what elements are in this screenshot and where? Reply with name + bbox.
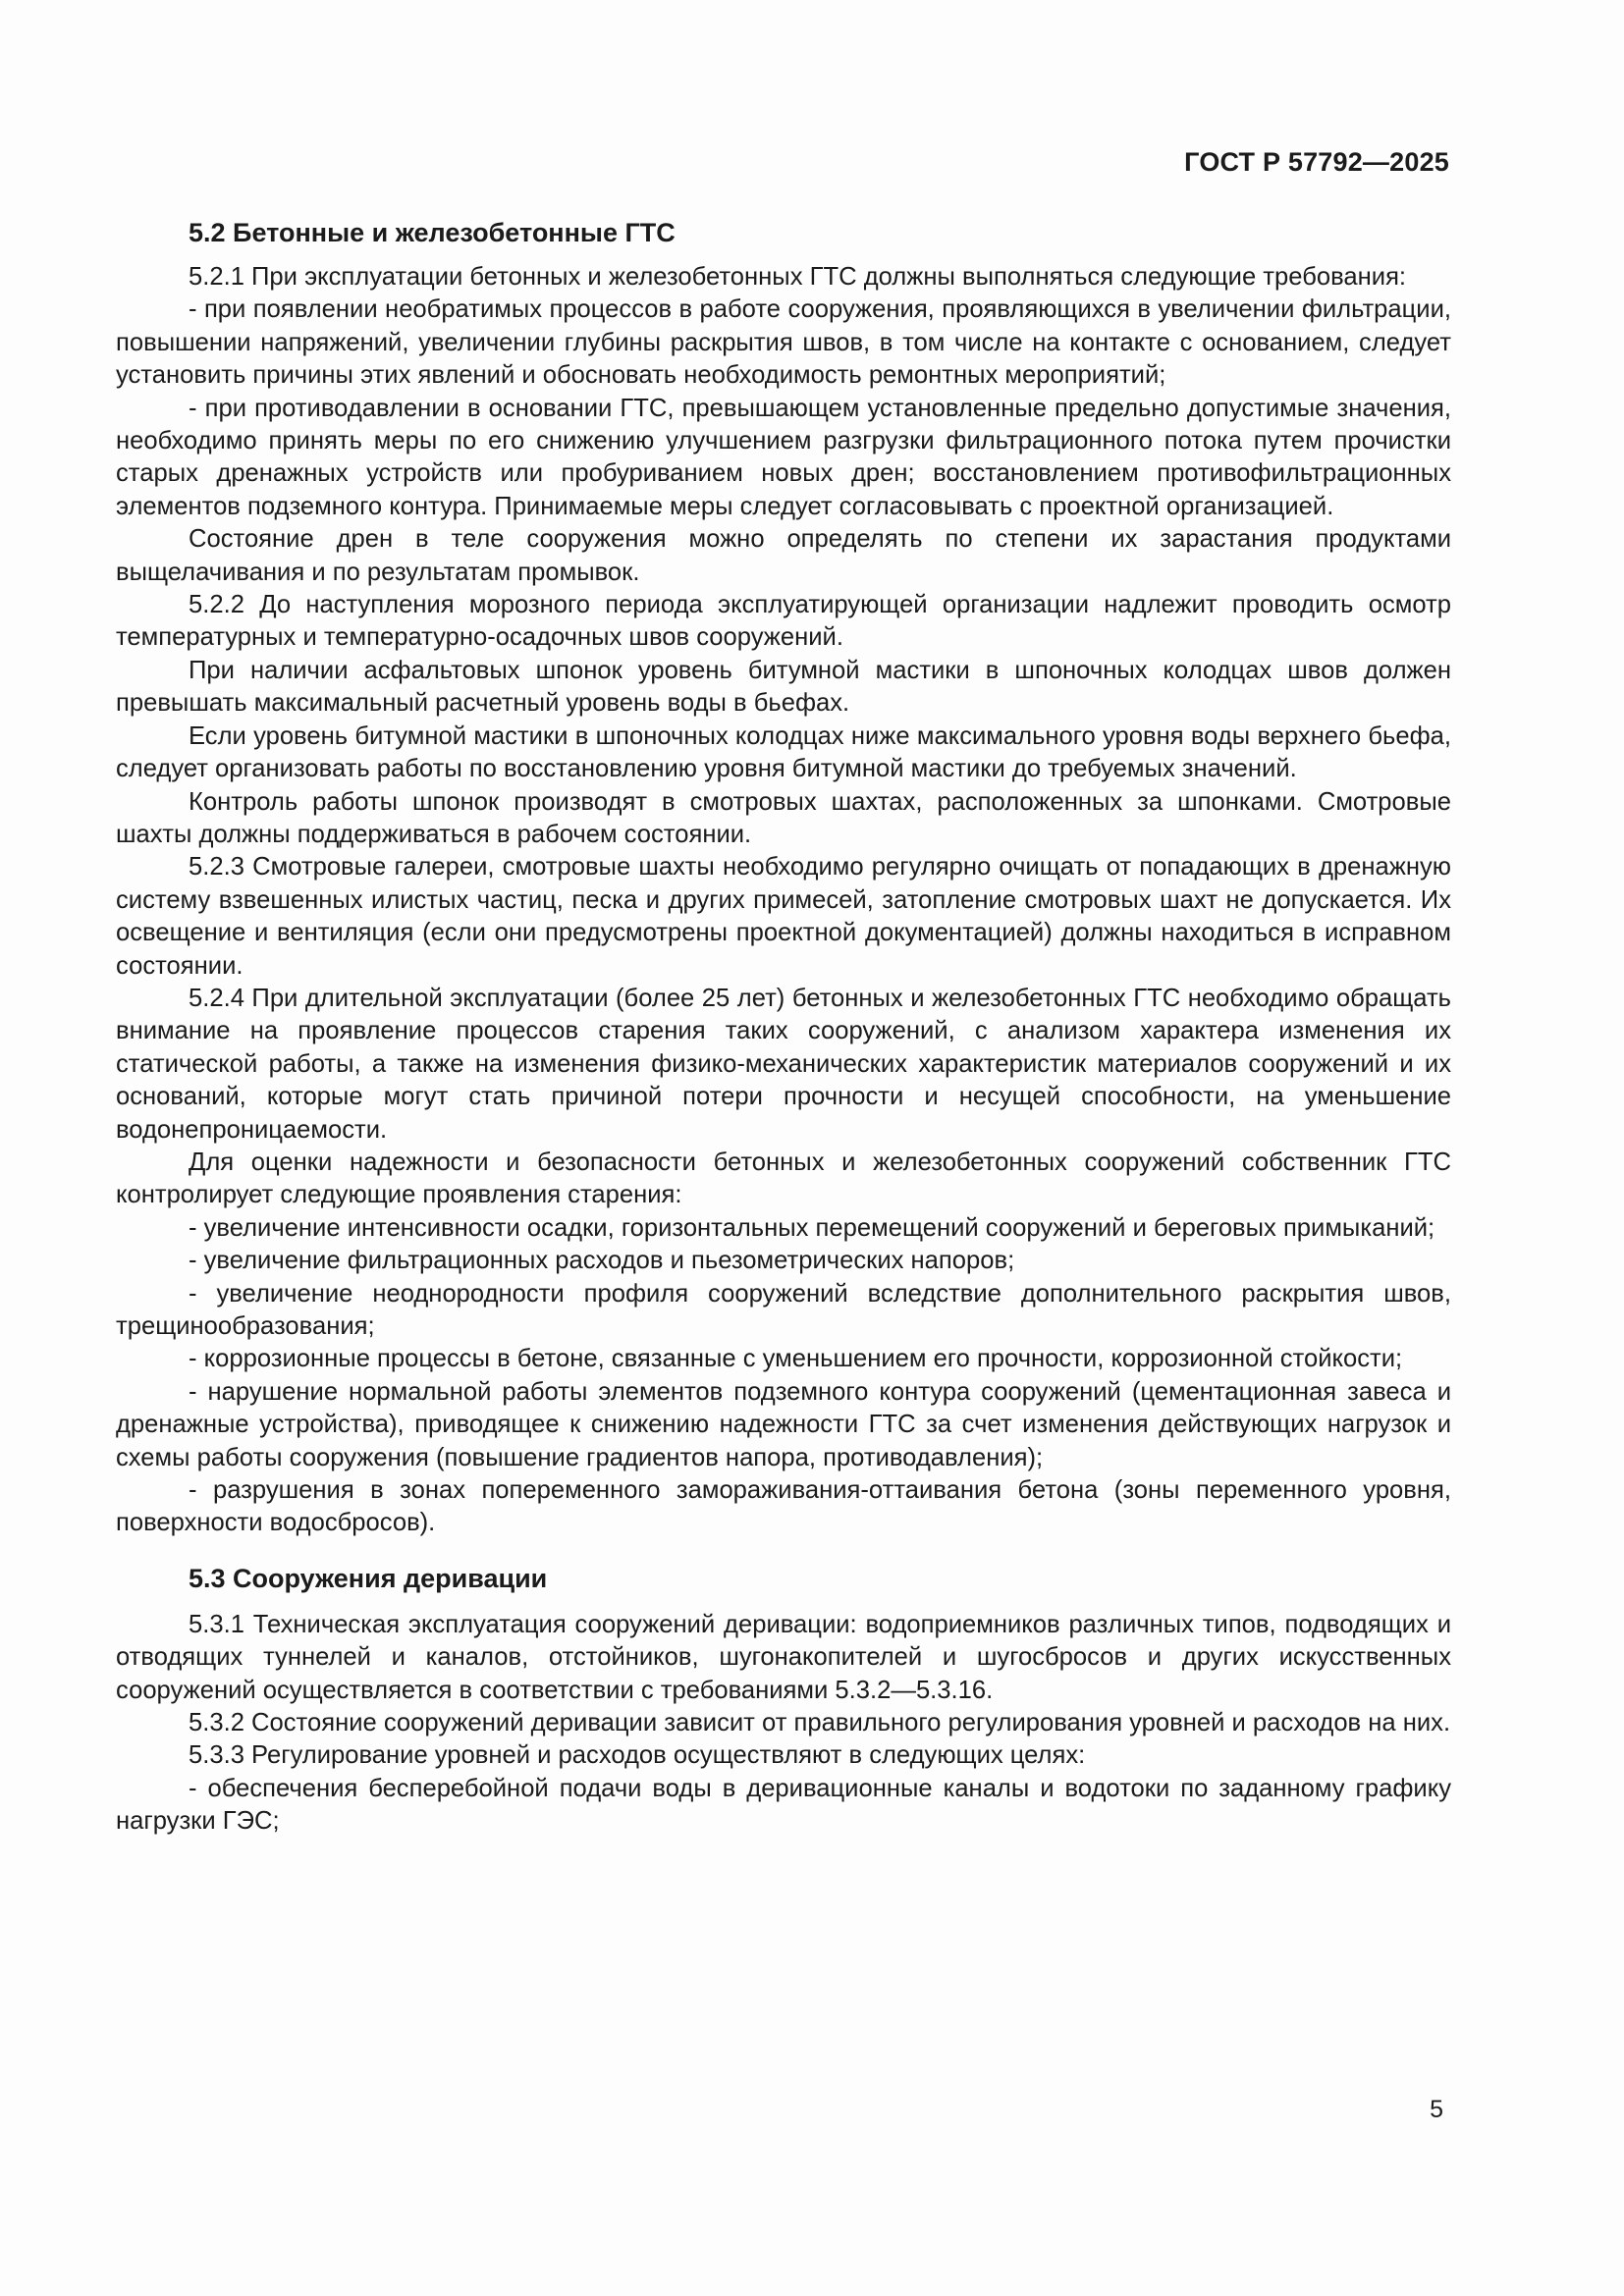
list-item: - увеличение интенсивности осадки, горизонтальных перемещений сооружений и береговых примыканий; (189, 1213, 1435, 1242)
paragraph: 5.3.3 Регулирование уровней и расходов осуществляют в следующих целях: (189, 1741, 1086, 1770)
list-item: - увеличение неоднородности профиля сооружений вследствие дополнительного раскрытия швов, трещинообразования; (116, 1279, 1451, 1340)
list-item: - коррозионные процессы в бетоне, связанные с уменьшением его прочности, коррозионной стойкости; (189, 1345, 1403, 1373)
list-item: - при появлении необратимых процессов в работе сооружения, проявляющихся в увеличении фильтрации, повышении напряжений, увеличении глубины раскрытия швов, в том числе на контакте с основанием, следует установить причины этих явлений и обосновать необходимость ремонтных мероприятий; (116, 295, 1451, 390)
paragraph: Если уровень битумной мастики в шпоночных колодцах ниже максимального уровня воды верхнего бьефа, следует организовать работы по восстановлению уровня битумной мастики до требуемых значений. (116, 721, 1451, 783)
list-item: - нарушение нормальной работы элементов подземного контура сооружений (цементационная завеса и дренажные устройства), приводящее к снижению надежности ГТС за счет изменения действующих нагрузок и схемы работы сооружения (повышение градиентов напора, противодавления); (116, 1377, 1451, 1471)
list-item: - разрушения в зонах попеременного замораживания-оттаивания бетона (зоны переменного уровня, поверхности водосбросов). (116, 1476, 1451, 1537)
paragraph: 5.2.3 Смотровые галереи, смотровые шахты необходимо регулярно очищать от попадающих в дренажную систему взвешенных илистых частиц, песка и других примесей, затопление смотровых шахт не допускается. Их освещение и вентиляция (если они предусмотрены проектной документацией) должны находиться в исправном состоянии. (116, 853, 1451, 980)
paragraph: Состояние дрен в теле сооружения можно определять по степени их зарастания продуктами выщелачивания и по результатам промывок. (116, 525, 1451, 586)
paragraph: При наличии асфальтовых шпонок уровень битумной мастики в шпоночных колодцах швов должен превышать максимальный расчетный уровень воды в бьефах. (116, 656, 1451, 718)
document-body (116, 216, 1451, 1839)
paragraph: 5.3.2 Состояние сооружений деривации зависит от правильного регулирования уровней и расходов на них. (189, 1709, 1451, 1737)
list-item: - при противодавлении в основании ГТС, превышающем установленные предельно допустимые значения, необходимо принять меры по его снижению улучшением разгрузки фильтрационного потока путем прочистки старых дренажных устройств или пробуриванием новых дрен; восстановлением противофильтрационных элементов подземного контура. Принимаемые меры следует согласовывать с проектной организацией. (116, 394, 1451, 520)
paragraph: 5.2.2 До наступления морозного периода эксплуатирующей организации надлежит проводить осмотр температурных и температурно-осадочных швов сооружений. (116, 591, 1451, 652)
list-item: - обеспечения бесперебойной подачи воды в деривационные каналы и водотоки по заданному графику нагрузки ГЭС; (116, 1774, 1451, 1836)
document-id-header: ГОСТ Р 57792—2025 (1184, 147, 1449, 177)
page-number: 5 (1430, 2096, 1443, 2123)
section-heading-5-2: 5.2 Бетонные и железобетонные ГТС (189, 218, 676, 247)
paragraph: 5.2.1 При эксплуатации бетонных и железобетонных ГТС должны выполняться следующие требования: (189, 263, 1407, 291)
section-heading-5-3: 5.3 Сооружения деривации (189, 1563, 548, 1593)
paragraph: Для оценки надежности и безопасности бетонных и железобетонных сооружений собственник ГТС контролирует следующие проявления старения: (116, 1148, 1451, 1209)
paragraph: 5.3.1 Техническая эксплуатация сооружений деривации: водоприемников различных типов, подводящих и отводящих туннелей и каналов, отстойников, шугонакопителей и шугосбросов и других искусственных сооружений осуществляется в соответствии с требованиями 5.3.2—5.3.16. (116, 1610, 1451, 1704)
paragraph: 5.2.4 При длительной эксплуатации (более 25 лет) бетонных и железобетонных ГТС необходимо обращать внимание на проявление процессов старения таких сооружений, с анализом характера изменения их статической работы, а также на изменения физико-механических характеристик материалов сооружений и их оснований, которые могут стать причиной потери прочности и несущей способности, на уменьшение водонепроницаемости. (116, 984, 1451, 1144)
list-item: - увеличение фильтрационных расходов и пьезометрических напоров; (189, 1247, 1015, 1275)
paragraph: Контроль работы шпонок производят в смотровых шахтах, расположенных за шпонками. Смотровые шахты должны поддерживаться в рабочем состоянии. (116, 787, 1451, 848)
